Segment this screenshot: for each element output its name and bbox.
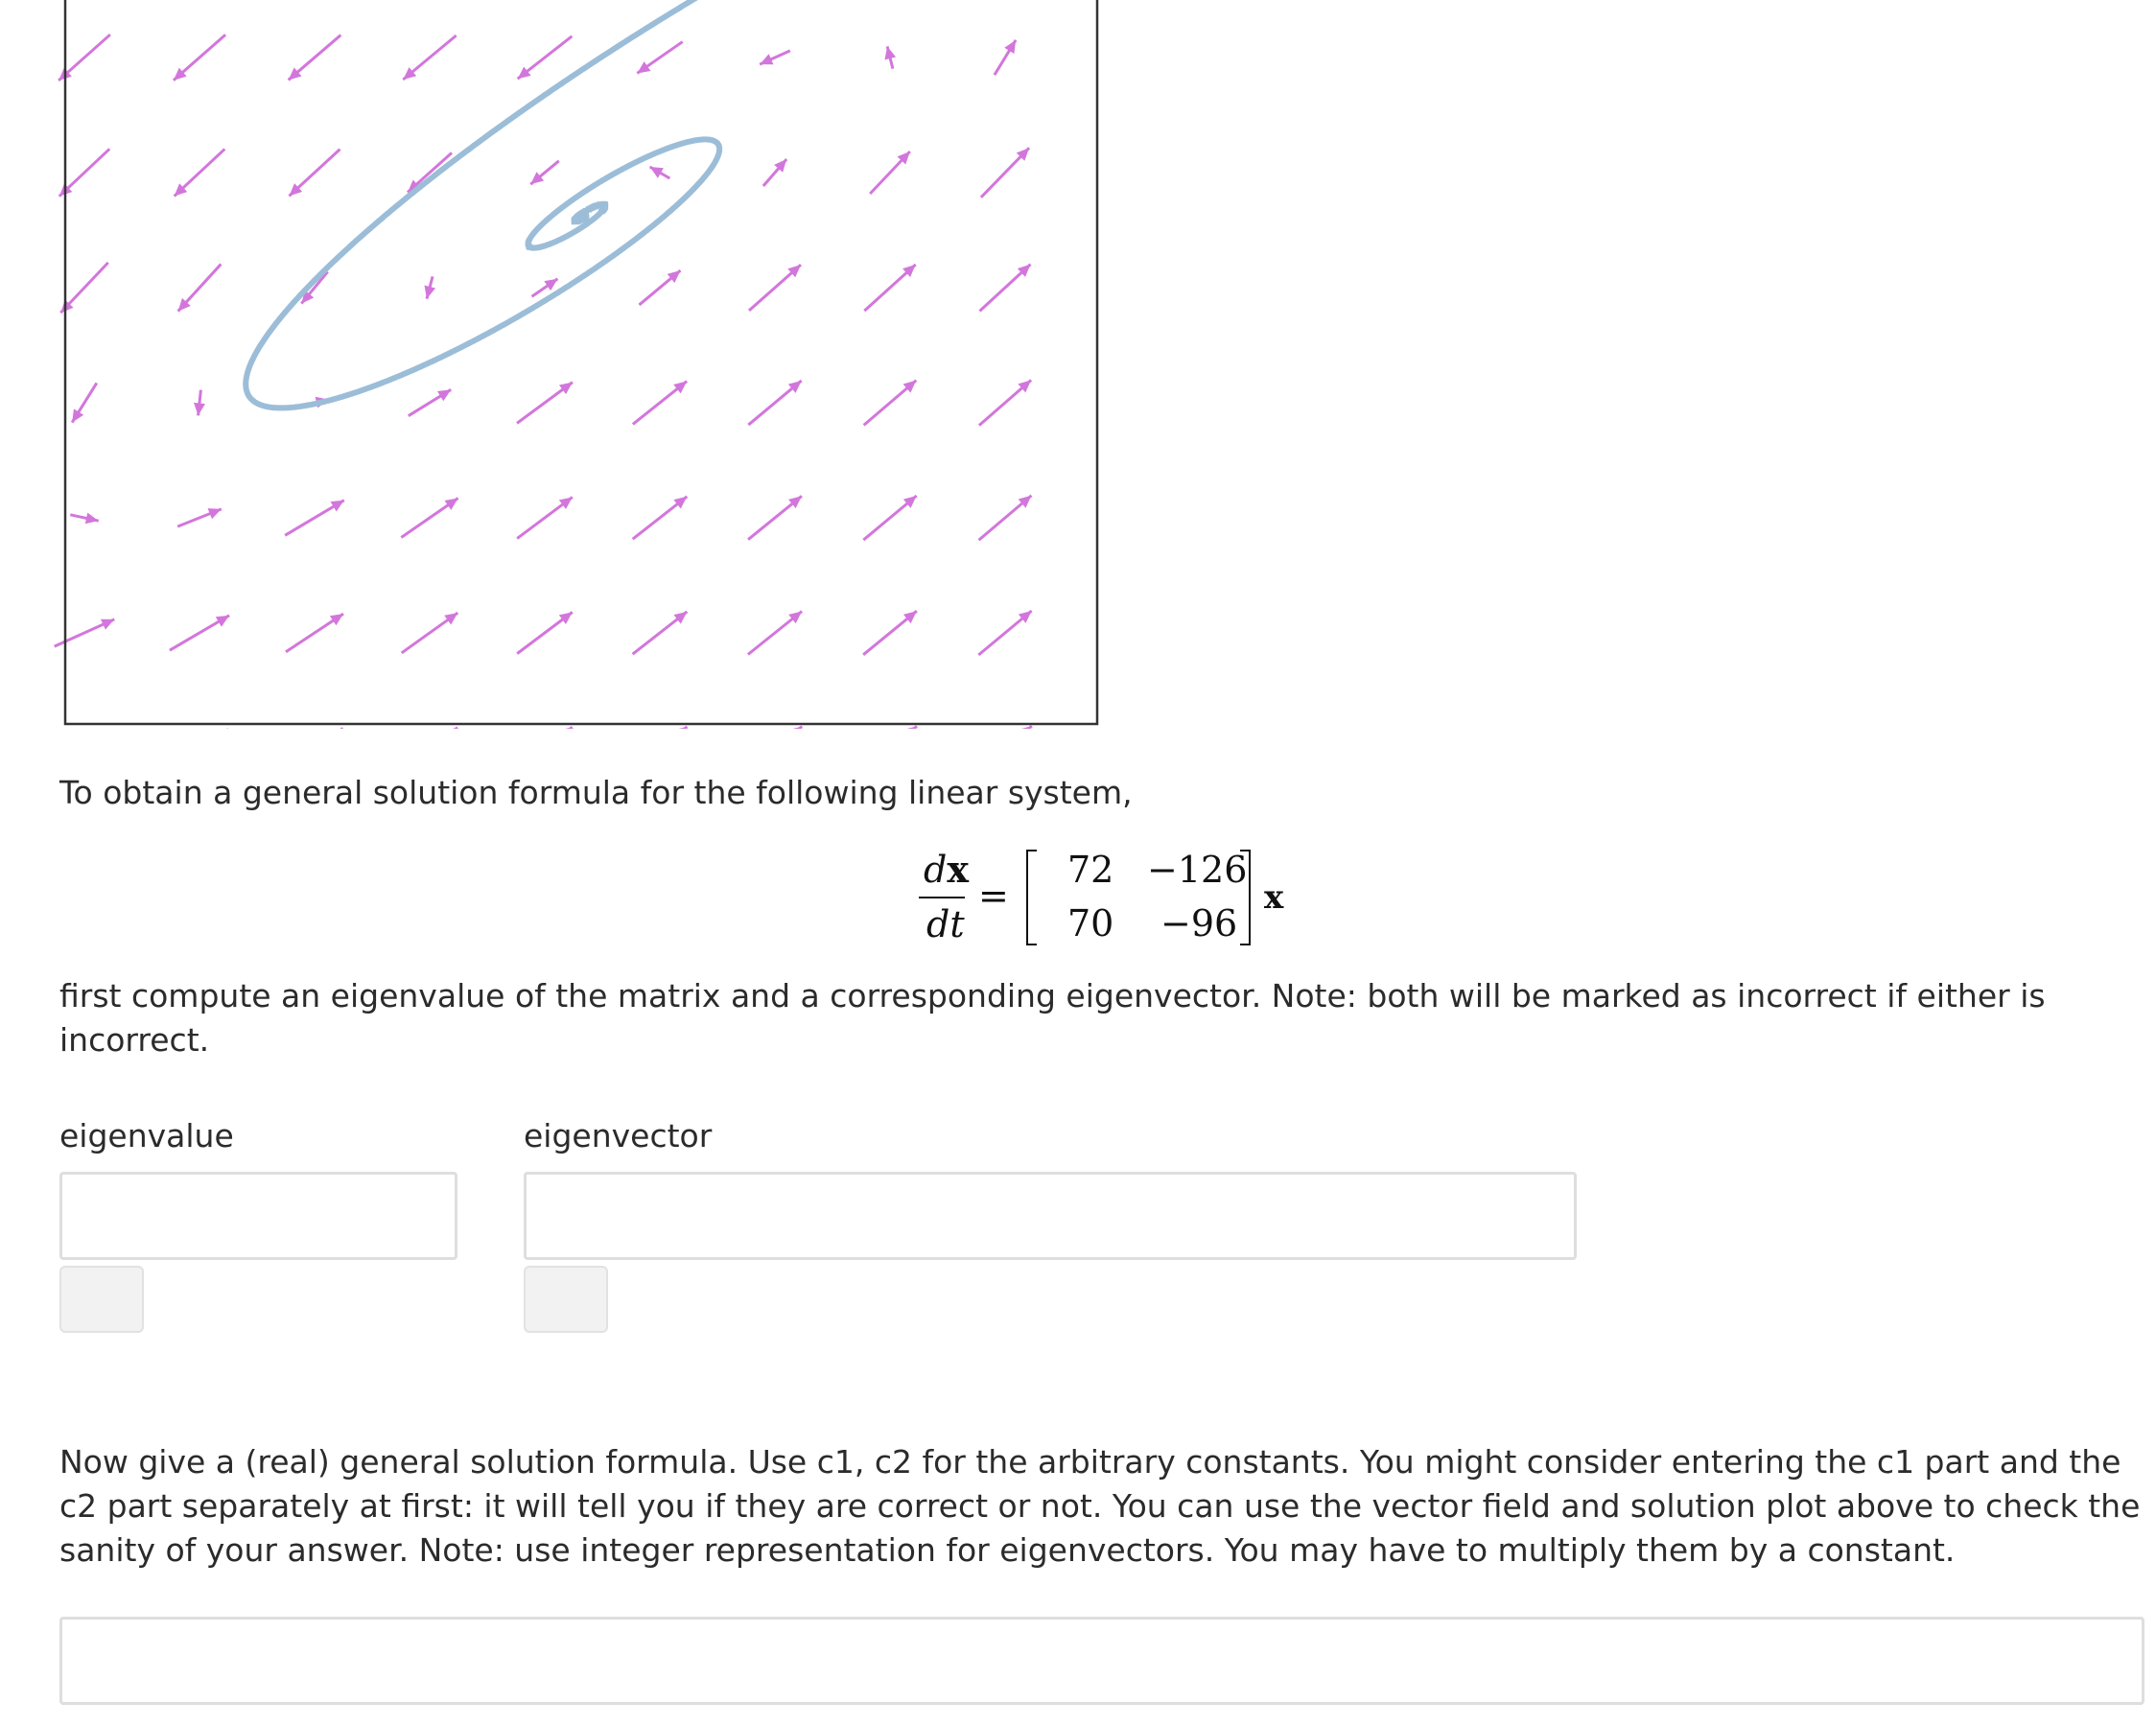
vector-field-plot xyxy=(0,0,1113,729)
vector-field-arrow-17 xyxy=(981,148,1029,198)
vector-field-arrow-13 xyxy=(530,161,558,184)
equation-denominator: dt xyxy=(926,903,965,945)
general-solution-input[interactable] xyxy=(59,1617,2144,1705)
vector-field-arrow-32 xyxy=(633,382,687,425)
vector-field-arrow-34 xyxy=(864,381,917,426)
vector-field-arrow-25 xyxy=(864,265,915,311)
equals-sign: = xyxy=(978,875,1009,917)
vector-field-arrow-27 xyxy=(72,383,97,422)
matrix-left-bracket xyxy=(1026,850,1037,945)
eigenvector-label: eigenvector xyxy=(524,1117,713,1155)
vector-field-arrow-58 xyxy=(517,727,572,729)
vector-field-arrow-51 xyxy=(748,611,802,654)
vector-field-arrow-42 xyxy=(748,496,802,539)
vector-field-arrow-19 xyxy=(178,264,222,311)
vector-field-arrow-14 xyxy=(650,167,670,178)
vector-field-arrow-53 xyxy=(978,611,1031,655)
vector-field-arrow-45 xyxy=(55,619,115,646)
vector-field-arrow-40 xyxy=(517,497,573,538)
eigenvector-check-button[interactable] xyxy=(524,1266,608,1333)
vector-field-arrow-50 xyxy=(633,612,688,654)
vector-field-arrow-8 xyxy=(995,40,1016,75)
vector-field-arrow-26 xyxy=(979,265,1030,312)
vector-field-arrow-24 xyxy=(749,265,801,311)
matrix-entry-a11: 72 xyxy=(1067,849,1114,891)
eigenvalue-check-button[interactable] xyxy=(59,1266,144,1333)
equation-numerator: dx xyxy=(924,848,969,891)
vector-field-arrow-18 xyxy=(60,263,107,313)
eigenvector-input[interactable] xyxy=(524,1172,1577,1260)
eigen-note-text: first compute an eigenvalue of the matrix and a corresponding eigenvector. Note: both will be marked as incorrect if either is incorrect. xyxy=(59,977,2046,1059)
vector-field-arrow-59 xyxy=(633,727,688,729)
vector-field-arrow-4 xyxy=(518,36,573,79)
eigenvalue-input[interactable] xyxy=(59,1172,457,1260)
vector-field-arrow-39 xyxy=(401,499,457,538)
vector-field-arrow-43 xyxy=(863,496,916,540)
matrix-entry-a21: 70 xyxy=(1067,902,1114,945)
vector-field-arrow-1 xyxy=(174,35,225,80)
vector-field-arrow-49 xyxy=(517,612,573,653)
vector-field-arrow-62 xyxy=(978,726,1032,729)
vector-field-arrow-48 xyxy=(402,613,458,653)
vector-field-arrow-36 xyxy=(70,513,98,525)
vector-field-arrow-16 xyxy=(870,152,910,194)
vector-field-arrows xyxy=(55,35,1032,729)
vector-field-arrow-57 xyxy=(402,728,457,729)
vector-field-arrow-35 xyxy=(979,380,1031,425)
vector-field-arrow-9 xyxy=(59,149,109,196)
vector-field-arrow-3 xyxy=(403,35,456,80)
vector-field-arrow-46 xyxy=(170,616,229,650)
vector-field-arrow-21 xyxy=(424,276,435,298)
plot-frame xyxy=(65,0,1097,724)
state-vector-x: x xyxy=(1264,878,1284,917)
vector-field-arrow-5 xyxy=(637,42,682,74)
vector-field-arrow-60 xyxy=(748,727,802,729)
numerator-x: x xyxy=(947,848,969,891)
vector-field-arrow-23 xyxy=(640,270,681,305)
intro-text: To obtain a general solution formula for the following linear system, xyxy=(59,774,1133,811)
vector-field-arrow-38 xyxy=(285,501,344,536)
vector-field-arrow-33 xyxy=(748,381,801,425)
vector-field-arrow-2 xyxy=(289,35,341,81)
fraction-bar xyxy=(919,897,965,898)
vector-field-arrow-7 xyxy=(884,46,896,68)
vector-field-arrow-44 xyxy=(979,496,1032,541)
vector-field-arrow-61 xyxy=(863,726,917,729)
vector-field-arrow-52 xyxy=(863,611,917,655)
vector-field-arrow-41 xyxy=(633,497,688,539)
vector-field-arrow-31 xyxy=(517,383,573,424)
vector-field-arrow-30 xyxy=(409,389,451,415)
general-solution-instructions: Now give a (real) general solution formula. Use c1, c2 for the arbitrary constants. You might consider entering the c1 part and the c2 part separately at first: it will tell you if they are correct or not. You can use the vector field and solution plot above to check the sanity of your answer. Note: use integer representation for eigenvectors. You may have to multiply them by a constant. xyxy=(59,1443,2141,1569)
solution-curve xyxy=(246,0,1113,408)
vector-field-arrow-11 xyxy=(290,150,340,197)
vector-field-arrow-12 xyxy=(408,152,452,192)
matrix-right-bracket xyxy=(1240,850,1251,945)
vector-field-arrow-47 xyxy=(286,614,343,652)
eigenvalue-label: eigenvalue xyxy=(59,1117,234,1155)
vector-field-arrow-10 xyxy=(175,149,225,196)
vector-field-arrow-28 xyxy=(194,390,205,416)
matrix-entry-a12: −126 xyxy=(1147,849,1248,891)
vector-field-arrow-15 xyxy=(763,159,786,186)
vector-field-arrow-6 xyxy=(760,51,790,64)
vector-field-arrow-37 xyxy=(177,508,222,526)
matrix-entry-a22: −96 xyxy=(1160,902,1238,945)
